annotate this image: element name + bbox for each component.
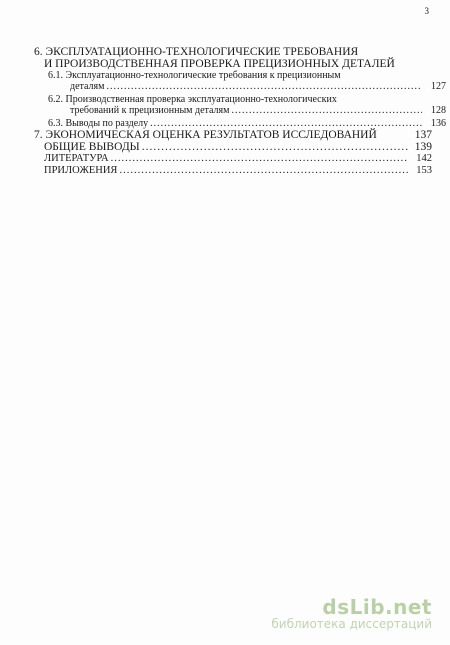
dot-leader xyxy=(150,118,422,129)
dot-leader xyxy=(119,165,408,177)
dot-leader xyxy=(106,81,422,92)
toc-entry-6-3 xyxy=(34,118,446,129)
toc-entry-section-7 xyxy=(34,129,432,141)
toc-entry-6-2 xyxy=(34,94,446,116)
toc-heading-line-2: И ПРОИЗВОДСТВЕННАЯ ПРОВЕРКА ПРЕЦИЗИОННЫХ ДЕТАЛЕЙ xyxy=(44,58,395,70)
toc-entry-title-line-1: 6.2. Производственная проверка эксплуатационно-технологических xyxy=(48,94,337,105)
toc-page-ref: 128 xyxy=(431,105,446,116)
toc-entry-conclusions xyxy=(34,141,432,153)
table-of-contents xyxy=(34,46,446,177)
page-number: 3 xyxy=(424,6,429,16)
toc-entry-section-6 xyxy=(34,46,432,70)
toc-entry-title: 7. ЭКОНОМИЧЕСКАЯ ОЦЕНКА РЕЗУЛЬТАТОВ ИССЛЕДОВАНИЙ xyxy=(34,129,377,141)
watermark-subtitle: библиотека диссертаций xyxy=(271,617,432,631)
toc-entry-title: ОБЩИЕ ВЫВОДЫ xyxy=(44,141,140,153)
toc-entry-title: 6.3. Выводы по разделу xyxy=(48,118,149,129)
toc-entry-literature xyxy=(34,153,432,165)
toc-heading-line-1: 6. ЭКСПЛУАТАЦИОННО-ТЕХНОЛОГИЧЕСКИЕ ТРЕБОВАНИЯ xyxy=(34,46,359,58)
toc-page-ref: 127 xyxy=(431,81,446,92)
toc-page-ref: 137 xyxy=(414,129,432,141)
dot-leader xyxy=(231,105,422,116)
watermark-logo: dsLib.net xyxy=(322,595,432,619)
dot-leader xyxy=(111,153,408,165)
toc-entry-title-line-1: 6.1. Эксплуатационно-технологические требования к прецизионным xyxy=(48,70,341,81)
toc-page-ref: 136 xyxy=(431,118,446,129)
dot-leader xyxy=(142,141,408,153)
toc-page-ref: 142 xyxy=(416,153,432,164)
toc-page-ref: 139 xyxy=(414,141,432,153)
toc-page-ref: 153 xyxy=(416,165,432,176)
toc-entry-title-line-2: требований к прецизионным деталям xyxy=(70,105,230,116)
toc-entry-6-1 xyxy=(34,70,446,92)
watermark xyxy=(271,595,432,631)
toc-entry-title: ЛИТЕРАТУРА xyxy=(44,153,109,164)
toc-entry-title: ПРИЛОЖЕНИЯ xyxy=(44,165,118,176)
toc-entry-appendices xyxy=(34,165,432,177)
toc-entry-title-line-2: деталям xyxy=(70,81,105,92)
